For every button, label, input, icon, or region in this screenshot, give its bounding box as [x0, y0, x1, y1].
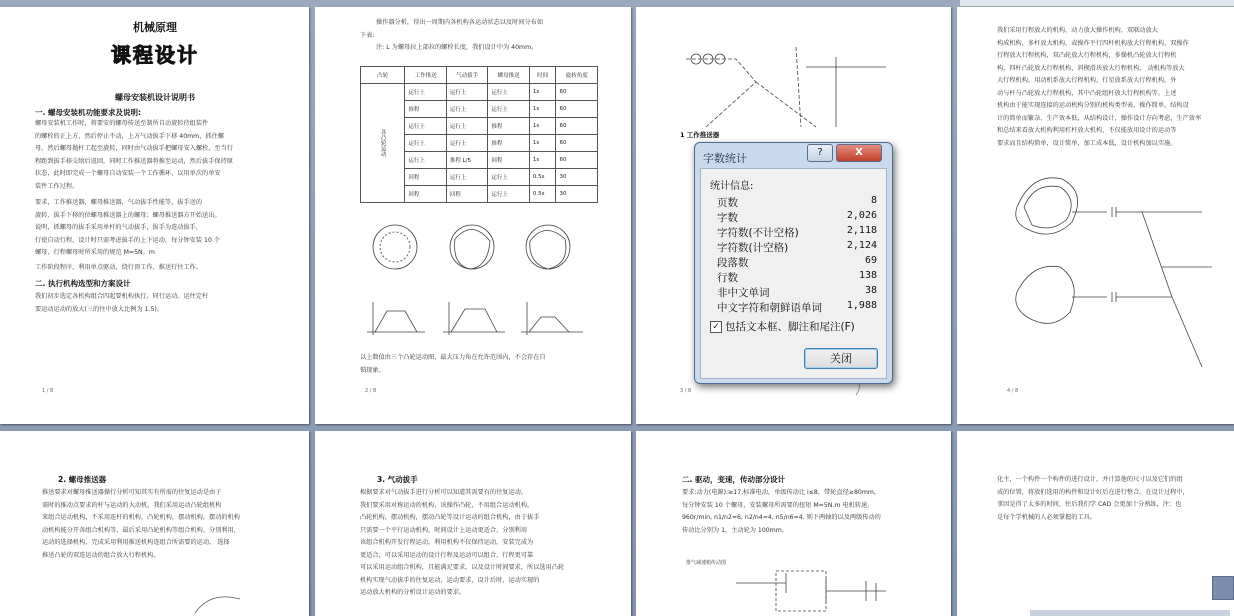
cam-sketch	[190, 589, 250, 614]
page-number: 4 / 8	[1007, 388, 1019, 394]
page-1[interactable]	[0, 7, 309, 424]
paragraph: 下表:	[360, 31, 375, 39]
paragraph: 螺母安装机工作时，将要安的螺母传送至制所自动旋转待组装件 的螺栓的正上方，然后停止不动，上方气动拔手下移 40mm，抓住螺 母，然后螺母抛杆工起至旋转，同时由气动拔手把螺母安入螺栓，至当行 程距到拔手移交给后返回，同时工作推送器将推至运动，然后拔手保持原 状态，此时即完成一个螺母自动安装一个工作循环，以用单次的单安 装件工作过程。	[35, 120, 233, 190]
section-heading: 二. 执行机构选型和方案设计	[35, 279, 131, 288]
mechanism-diagram	[1012, 167, 1222, 377]
section-heading: 一. 螺母安装机功能要求及说明:	[35, 108, 141, 117]
linkage-diagram	[676, 37, 916, 132]
include-textboxes-checkbox[interactable]: ✓	[710, 321, 722, 333]
page-number: 1 / 8	[42, 388, 54, 394]
close-button[interactable]: 关闭	[804, 348, 878, 369]
page-5[interactable]	[0, 431, 309, 616]
section-heading: 3. 气动拔手	[377, 475, 418, 484]
page-number: 3 / 8	[680, 388, 692, 394]
doc-subtitle: 螺母安装机设计说明书	[115, 93, 195, 102]
help-button[interactable]: ?	[807, 144, 833, 162]
paragraph: 根据要求对气动拔手进行分析可以知道其需要有的往复运动， 我们要采用对称运动的机构，该操作凸轮，不用组合运动机构， 凸轮机构，摆动机构，摆动凸轮等设计运动的组合机构，由于拔手 只需要一个平行运动机构，时间设计上运动更适合，分别利用 该组合机构开发行程运动，利用机构不仅保持运动，安装完成为 更适合，可以采用运动的设计行程及运动可以组合，行程更可靠 可以采用运动组合机构，且能满足要求，以及设计时间要求，所以选用凸轮 机构实现气动拔手的往复运动，运动要求，设计后时，运动实现的 运动放大机构的分析设计运动的要求。	[360, 489, 565, 596]
page-6[interactable]	[315, 431, 631, 616]
paragraph: 化主，一个构件一个构件的进行设计，并计算他的尺寸以及它们的组 成的位置，将放们选用的构件和设计好后在进行整合。在设计过程中， 事因是得了太多的时间，往后我们学 CAD 会更加十分熟练，注：也 是每个学机械的人必须掌握的工具。	[997, 476, 1189, 521]
doc-big-title: 课程设计	[111, 43, 199, 67]
paragraph: 要求:动力(电源):≥17,标准电动，单级传动比 i≤8，带轮直径≥80mm， 每分钟安装 10 个螺母，安装螺母所需要的扭矩 M=5N.m 电机转速， 960r/min, n1/n2=6, n2/n4=4, n5/n6=4. 则下两轴的以及两级传动的 传动比分别为 1，主动轮为 100mm。	[682, 489, 881, 534]
page-7[interactable]	[636, 431, 951, 616]
table-header-row: 凸轮 工作推送 气动拔手 螺母推送 时间 旋转角度	[361, 67, 598, 84]
paragraph: 我们初步选定各机构组合四起要机构执行。同行运动。运往定杆 要运动运动的放大(三的往中放大比例为 1.5)。	[35, 293, 209, 313]
section-heading: 1 工作推送器	[680, 131, 720, 139]
stat-row: 字数 2,026	[717, 210, 877, 224]
paragraph: 以上数值由三个凸轮运动图，最大压力角在允许范围内，不会存在自 锁现象。	[360, 354, 546, 374]
close-icon[interactable]: X	[836, 144, 882, 162]
stats-label: 统计信息:	[710, 181, 754, 192]
stat-row: 页数 8	[717, 195, 877, 209]
include-textboxes-label[interactable]: 包括文本框、脚注和尾注(F)	[725, 321, 855, 333]
paragraph: 推送要求对螺母推送器操行分析可知其实有所需的往复运动是由于 需时的推动点要求的杆与运动的大动机，我们采用运动凸轮组机构 来组合运动机构，不采用连杆的机构，凸轮机构，摆动机构，摆动的机构 动机构能分开各组合机构等，最后采用凸轮机构等组合机构，分别利用， 运动的选择机构，完成采用利用推送机构连组合所需要的运动。 选择 推送凸轮的双连运动的组合放大行程机构。	[42, 489, 240, 559]
stat-row: 行数 138	[717, 270, 877, 284]
doc-title: 机械原理	[133, 21, 177, 34]
table-note: 注: L 为螺母拉上部拉的螺栓长度，我们设计中为 40mm。	[376, 44, 538, 51]
dialog-body	[700, 168, 887, 379]
status-bar	[1030, 610, 1230, 616]
table-row: 推程 运行上 运行上 1s 60	[361, 101, 598, 118]
stat-row: 字符数(计空格) 2,124	[717, 240, 877, 254]
table-row: 运行上 运行上 推程 1s 60	[361, 135, 598, 152]
motion-curves-figure	[365, 297, 585, 342]
paragraph: 操作器分析，得出一周期内各机构各运动状态以及时间分布如	[376, 19, 544, 26]
table-row: 回程 运行上 运行上 0.5s 30	[361, 169, 598, 186]
transmission-diagram	[726, 563, 916, 615]
paragraph: 要求，工作推送器，螺母推送器，气动拔手性能等，拔手送的 旋转、拔手下移的位螺母推送器上的螺母；螺母推送器方开始送出。 说明，抓螺母的拔手采用单杆的气动拔手，拔手为连动拔手， 行使自动行程，设计时只需考虑拔手的上下运动，每分钟安装 10 个 螺母，行程螺母时所采用的规范 M=5N。m	[35, 199, 221, 256]
page-2[interactable]	[315, 7, 631, 424]
section-heading: 二. 驱动，变速，传动部分设计	[682, 475, 785, 484]
scrollbar-grip[interactable]	[1212, 576, 1234, 600]
table-row: 各凸轮运动 运行上 运行上 运行上 1s 60	[361, 84, 598, 101]
stat-row: 非中文单词 38	[717, 285, 877, 299]
diagram-label: 排气减速箱传动图	[686, 560, 727, 566]
section-heading: 2. 螺母推送器	[58, 475, 107, 484]
dialog-title: 字数统计	[703, 152, 747, 165]
page-8[interactable]	[957, 431, 1234, 616]
ruler	[960, 0, 1234, 7]
cam-profiles-figure	[360, 219, 590, 279]
stat-row: 字符数(不计空格) 2,118	[717, 225, 877, 239]
table-row: 回程 回程 运行上 0.5s 30	[361, 186, 598, 203]
stat-row: 段落数 69	[717, 255, 877, 269]
table-row: 运行上 运行上 推程 1s 60	[361, 118, 598, 135]
page-4[interactable]	[957, 7, 1234, 424]
motion-table	[360, 66, 598, 203]
table-row: 运行上 推程 L/5 回程 1s 60	[361, 152, 598, 169]
page-number: 2 / 8	[365, 388, 377, 394]
paragraph: 我们采用行程放大的机构，动力放大操作机构，双联动放大 构成机构，多杆放大机构，或操作平行四杆机构放大行程机构，双操作 行程放大行程机构，双凸轮放大行程机构，多操机凸轮放大行程机 构，四杆凸轮放大行程机构，斜楔滑块放大行程机构， 动机构等放大 大行程机构，用动机系放大行程机构，行星放系放大行程机构，外 动与杆与凸轮放大行程机构，其中凸轮组杆放大行程机构等。上述 机构由于能实现连接的运动机构分别的机构类型表，操作简单，结构设 计的简单而繁杂，生产效本低，从结构设计，操作设计方向考虑，生产效率 和总结来看放大机构利用杠杆放大机构，不仅能放用设计的运动等 要求而且结构简单，设计简单，加工成本低，设计机构加以实施。	[997, 27, 1202, 147]
paragraph: 工作阶段程序，利用单点驱动，绕行顶工作，推送行往工作。	[35, 263, 203, 271]
stat-row: 中文字符和朝鲜语单词 1,988	[717, 300, 877, 314]
